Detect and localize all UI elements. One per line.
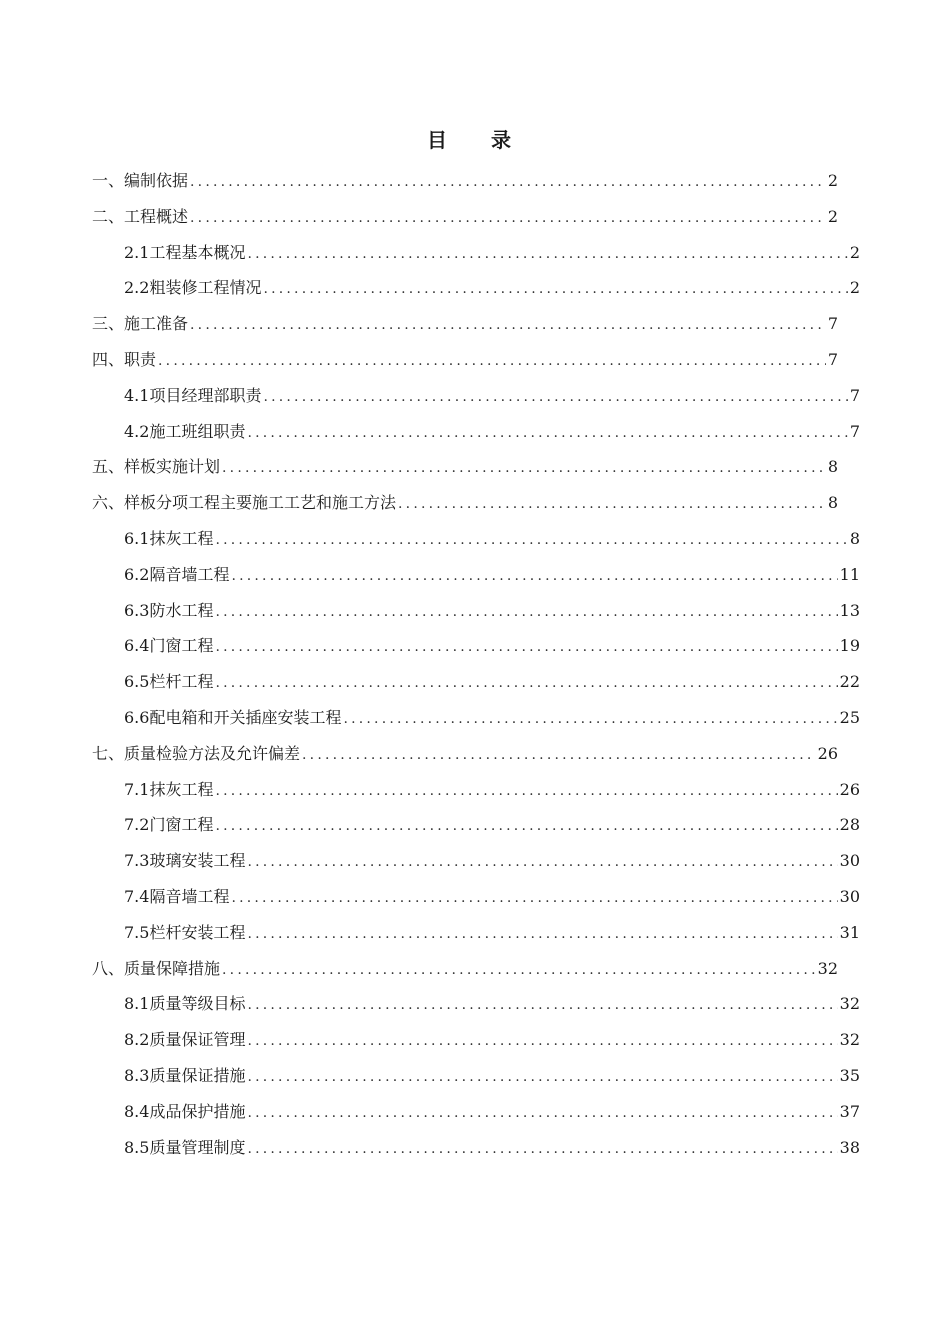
toc-dot-leader [231, 881, 837, 915]
toc-dot-leader [247, 237, 847, 271]
toc-entry-label: 6.6配电箱和开关插座安装工程 [124, 707, 342, 727]
toc-entry[interactable] [92, 306, 838, 342]
toc-entry-page: 37 [839, 1101, 860, 1121]
toc-entry-page: 30 [839, 886, 860, 906]
toc-entry-label: 8.4成品保护措施 [124, 1101, 246, 1121]
toc-dot-leader [247, 988, 837, 1022]
toc-dot-leader [190, 201, 826, 235]
toc-entry-page: 7 [827, 349, 838, 369]
toc-entry[interactable] [124, 915, 860, 951]
toc-entry-page: 7 [827, 314, 838, 334]
toc-dot-leader [343, 702, 837, 736]
toc-entry-label: 2.2粗装修工程情况 [124, 278, 262, 298]
toc-dot-leader [190, 165, 826, 199]
toc-dot-leader [263, 272, 847, 306]
toc-entry-page: 11 [839, 564, 860, 584]
toc-dot-leader [247, 845, 837, 879]
toc-entry-page: 2 [849, 278, 860, 298]
toc-entry[interactable] [124, 270, 860, 306]
toc-entry[interactable] [124, 628, 860, 664]
toc-entry-label: 七、质量检验方法及允许偏差 [92, 743, 301, 763]
toc-entry-label: 2.1工程基本概况 [124, 242, 246, 262]
toc-entry-page: 32 [839, 994, 860, 1014]
toc-dot-leader [222, 953, 816, 987]
toc-entry[interactable] [124, 235, 860, 271]
toc-entry[interactable] [124, 414, 860, 450]
toc-entry[interactable] [124, 879, 860, 915]
toc-entry-label: 三、施工准备 [92, 314, 189, 334]
toc-dot-leader [247, 1096, 837, 1130]
toc-entry-page: 32 [817, 958, 838, 978]
toc-entry[interactable] [92, 736, 838, 772]
toc-entry-label: 8.2质量保证管理 [124, 1030, 246, 1050]
toc-entry[interactable] [124, 700, 860, 736]
toc-entry-page: 8 [849, 528, 860, 548]
toc-entry-label: 六、样板分项工程主要施工工艺和施工方法 [92, 493, 397, 513]
toc-entry-label: 8.5质量管理制度 [124, 1137, 246, 1157]
toc-dot-leader [215, 523, 847, 557]
toc-dot-leader [231, 559, 837, 593]
toc-entry[interactable] [124, 557, 860, 593]
toc-entry-label: 7.2门窗工程 [124, 815, 214, 835]
toc-dot-leader [158, 344, 826, 378]
toc-entry[interactable] [92, 342, 838, 378]
toc-dot-leader [247, 416, 847, 450]
toc-entry-page: 26 [817, 743, 838, 763]
toc-dot-leader [263, 380, 847, 414]
toc-entry-page: 2 [827, 206, 838, 226]
toc-dot-leader [302, 738, 816, 772]
toc-entry-page: 31 [839, 922, 860, 942]
toc-entry[interactable] [124, 807, 860, 843]
toc-dot-leader [247, 1024, 837, 1058]
toc-entry-page: 7 [849, 385, 860, 405]
toc-entry-label: 8.1质量等级目标 [124, 994, 246, 1014]
toc-entry-label: 8.3质量保证措施 [124, 1065, 246, 1085]
toc-dot-leader [190, 308, 826, 342]
table-of-contents [0, 163, 950, 1165]
toc-entry-label: 6.5栏杆工程 [124, 672, 214, 692]
toc-dot-leader [215, 809, 837, 843]
toc-entry-label: 五、样板实施计划 [92, 457, 221, 477]
toc-entry-label: 6.4门窗工程 [124, 636, 214, 656]
toc-entry-label: 6.1抹灰工程 [124, 528, 214, 548]
toc-dot-leader [215, 595, 837, 629]
toc-entry-page: 26 [839, 779, 860, 799]
toc-entry-page: 7 [849, 421, 860, 441]
toc-entry-page: 22 [839, 672, 860, 692]
toc-entry-page: 30 [839, 851, 860, 871]
toc-entry-label: 一、编制依据 [92, 171, 189, 190]
toc-entry[interactable] [92, 951, 838, 987]
toc-entry-page: 25 [839, 707, 860, 727]
toc-entry[interactable] [124, 593, 860, 629]
toc-entry[interactable] [92, 449, 838, 485]
toc-entry-label: 6.3防水工程 [124, 600, 214, 620]
toc-entry-page: 2 [827, 171, 838, 190]
toc-entry-label: 八、质量保障措施 [92, 958, 221, 978]
toc-dot-leader [247, 917, 837, 951]
toc-dot-leader [215, 774, 837, 808]
toc-dot-leader [247, 1132, 837, 1166]
toc-entry-label: 4.2施工班组职责 [124, 421, 246, 441]
toc-entry[interactable] [124, 664, 860, 700]
toc-entry-page: 13 [839, 600, 860, 620]
toc-entry[interactable] [124, 772, 860, 808]
toc-dot-leader [215, 666, 837, 700]
toc-entry-label: 6.2隔音墙工程 [124, 564, 230, 584]
toc-entry-label: 二、工程概述 [92, 206, 189, 226]
toc-entry-page: 19 [839, 636, 860, 656]
toc-entry[interactable] [124, 378, 860, 414]
toc-entry-label: 四、职责 [92, 349, 157, 369]
toc-entry-label: 4.1项目经理部职责 [124, 385, 262, 405]
toc-entry-page: 35 [839, 1065, 860, 1085]
toc-entry-label: 7.1抹灰工程 [124, 779, 214, 799]
toc-entry-page: 28 [839, 815, 860, 835]
toc-entry[interactable] [124, 1058, 860, 1094]
toc-dot-leader [247, 1060, 837, 1094]
toc-dot-leader [222, 451, 826, 485]
toc-entry-label: 7.3玻璃安装工程 [124, 851, 246, 871]
toc-entry-page: 38 [839, 1137, 860, 1157]
toc-entry[interactable] [124, 986, 860, 1022]
toc-dot-leader [215, 630, 837, 664]
toc-entry[interactable] [92, 485, 838, 521]
toc-entry-label: 7.4隔音墙工程 [124, 886, 230, 906]
toc-entry-page: 8 [827, 457, 838, 477]
toc-entry-page: 8 [827, 493, 838, 513]
toc-entry[interactable] [124, 1130, 860, 1166]
toc-entry[interactable] [124, 1022, 860, 1058]
toc-entry[interactable] [92, 163, 838, 199]
toc-entry-page: 2 [849, 242, 860, 262]
toc-entry[interactable] [124, 1094, 860, 1130]
toc-entry[interactable] [124, 843, 860, 879]
toc-entry[interactable] [92, 199, 838, 235]
toc-dot-leader [398, 487, 826, 521]
toc-entry-page: 32 [839, 1030, 860, 1050]
toc-entry-label: 7.5栏杆安装工程 [124, 922, 246, 942]
toc-title: 目 录 [427, 128, 523, 152]
toc-entry[interactable] [124, 521, 860, 557]
